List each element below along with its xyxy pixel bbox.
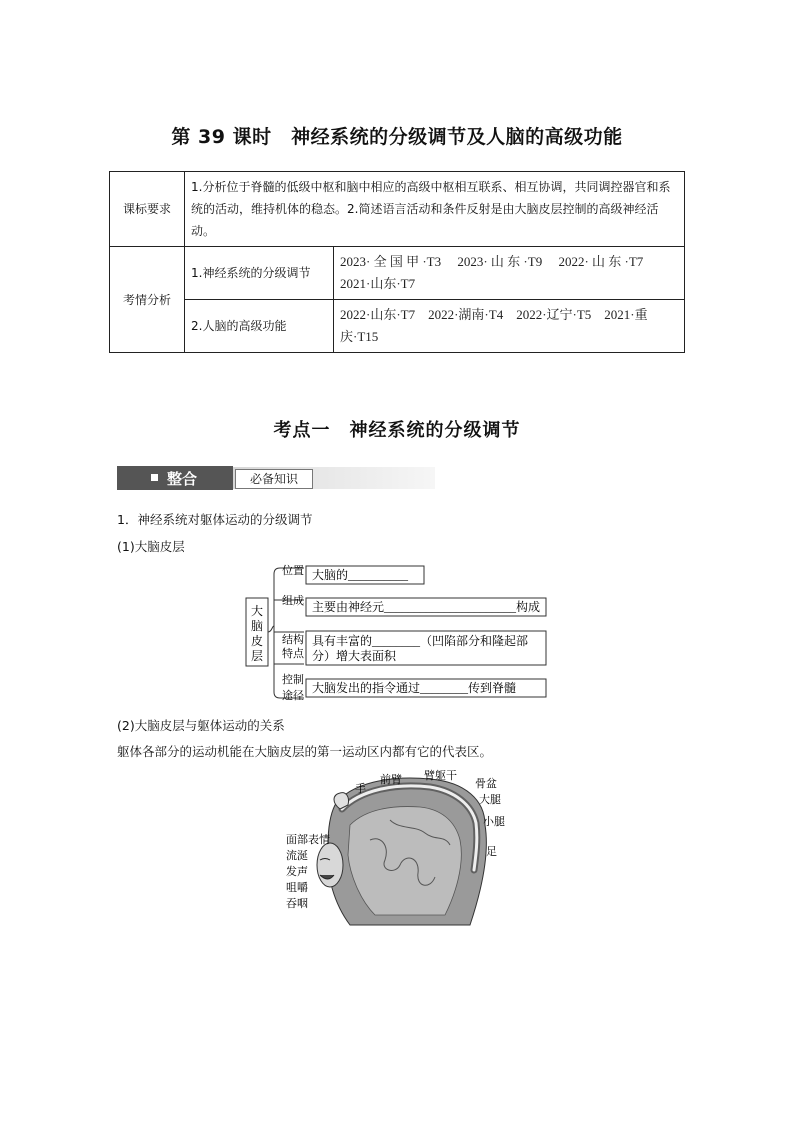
lesson-title: 第 39 课时 神经系统的分级调节及人脑的高级功能 — [171, 126, 623, 148]
label-calf: 小腿 — [483, 816, 505, 828]
table-row — [110, 172, 685, 247]
branch-label: 位置 — [282, 565, 304, 577]
label-thigh: 大腿 — [479, 794, 501, 806]
label-chew: 咀嚼 — [286, 882, 308, 894]
table-row — [110, 247, 685, 300]
table-row — [110, 300, 685, 353]
exam-cell — [334, 247, 685, 300]
label-drool: 流涎 — [286, 850, 308, 862]
heading-2: (2)大脑皮层与躯体运动的关系 — [117, 718, 285, 733]
standard-label: 课标要求 — [110, 172, 185, 247]
label-forearm: 前臂 — [380, 774, 402, 786]
square-icon — [151, 474, 158, 481]
section-title: 考点一 神经系统的分级调节 — [273, 420, 521, 441]
branch-text: 主要由神经元______________________构成 — [312, 600, 541, 614]
branch-label: 特点 — [282, 648, 304, 660]
heading-2-text: 躯体各部分的运动机能在大脑皮层的第一运动区内都有它的代表区。 — [117, 744, 493, 759]
center-char: 皮 — [250, 634, 264, 648]
exam-line: 2021·山东·T7 — [340, 276, 416, 291]
center-char: 层 — [250, 649, 264, 663]
exam-line: 2022·山东·T7 2022·湖南·T4 2022·辽宁·T5 2021·重 — [340, 307, 648, 322]
branch-text: 大脑的__________ — [312, 568, 409, 582]
branch-label: 结构 — [282, 634, 304, 646]
brain-inner — [348, 807, 461, 915]
exam-line: 庆·T15 — [340, 329, 379, 344]
heading-1: 1．神经系统对躯体运动的分级调节 — [117, 512, 313, 527]
banner-sub-label: 必备知识 — [235, 469, 313, 489]
exam-label: 考情分析 — [110, 247, 185, 353]
requirements-table — [109, 171, 685, 353]
branch-label: 组成 — [282, 595, 304, 607]
label-vocal: 发声 — [286, 866, 308, 878]
exam-line: 2023· 全 国 甲 ·T3 2023· 山 东 ·T9 2022· 山 东 ·T7 — [340, 254, 644, 269]
label-pelvis: 骨盆 — [475, 778, 497, 790]
branch-text: 具有丰富的________（凹陷部分和隆起部 — [312, 634, 529, 648]
banner-main-label: 整合 — [167, 470, 198, 488]
center-char: 大 — [250, 604, 264, 618]
branch-text: 大脑发出的指令通过________传到脊髓 — [312, 681, 517, 695]
label-face: 面部表情 — [286, 834, 330, 846]
label-hand: 手 — [355, 783, 366, 795]
cortex-concept-map — [240, 560, 560, 710]
face-figure — [317, 843, 343, 887]
topic-cell: 1.神经系统的分级调节 — [185, 247, 334, 300]
standard-text: 1.分析位于脊髓的低级中枢和脑中相应的高级中枢相互联系、相互协调，共同调控器官和系统的活动，维持机体的稳态。2.简述语言活动和条件反射是由大脑皮层控制的高级神经活动。 — [185, 172, 685, 247]
motor-cortex-illustration — [280, 765, 520, 930]
exam-cell — [334, 300, 685, 353]
heading-1-sub: (1)大脑皮层 — [117, 539, 185, 554]
branch-text: 分）增大表面积 — [312, 649, 397, 663]
label-foot: 足 — [486, 846, 497, 858]
topic-cell: 2.人脑的高级功能 — [185, 300, 334, 353]
knowledge-banner — [117, 466, 435, 491]
branch-label: 途径 — [282, 690, 304, 702]
center-char: 脑 — [250, 619, 264, 633]
branch-label: 控制 — [282, 674, 304, 686]
label-upper-arm-trunk: 臂躯干 — [424, 770, 457, 782]
label-swallow: 吞咽 — [286, 898, 308, 910]
